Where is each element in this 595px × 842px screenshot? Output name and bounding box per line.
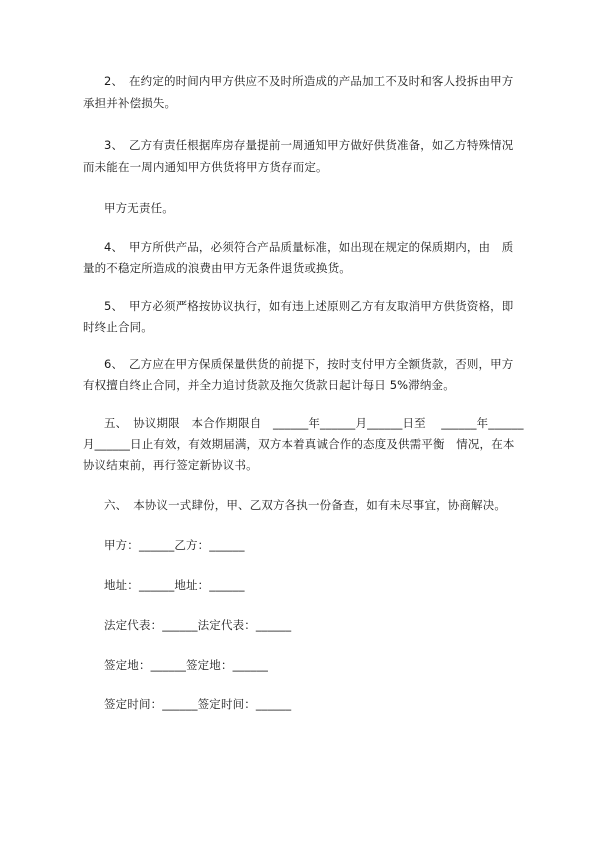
section-6: 六、 本协议一式肆份，甲、乙双方各执一份备查，如有未尽事宜，协商解决。 — [104, 498, 506, 512]
clause-3-line-1: 3、 乙方有责任根据库房存量提前一周通知甲方做好供货准备，如乙方特殊情况 — [104, 138, 514, 152]
clause-5-line-1: 5、 甲方必须严格按协议执行，如有违上述原则乙方有友取消甲方供货资格，即 — [104, 299, 514, 313]
clause-2-line-2: 承担并补偿损失。 — [83, 96, 177, 110]
clause-4-line-2: 量的不稳定所造成的浪费由甲方无条件退货或换货。 — [83, 261, 351, 275]
signature-party: 甲方：______乙方：______ — [104, 538, 245, 552]
clause-6-line-2: 有权擅自终止合同，并全力追讨货款及拖欠货款日起计每日 5%滞纳金。 — [83, 378, 455, 392]
section-5-line-1: 五、 协议期限 本合作期限自 ______年______月______日至 ______年______ — [104, 416, 524, 430]
signature-place: 签定地：______签定地：______ — [104, 658, 268, 672]
clause-6-line-1: 6、 乙方应在甲方保质保量供货的前提下，按时支付甲方全额货款，否则，甲方 — [104, 357, 514, 371]
signature-address: 地址：______地址：______ — [104, 578, 245, 592]
clause-5-line-2: 时终止合同。 — [83, 320, 153, 334]
clause-2-line-1: 2、 在约定的时间内甲方供应不及时所造成的产品加工不及时和客人投拆由甲方 — [104, 74, 514, 88]
signature-time: 签定时间：______签定时间：______ — [104, 697, 292, 711]
section-5-line-2: 月______日止有效，有效期届满，双方本着真诚合作的态度及供需平衡 情况，在本 — [83, 437, 515, 451]
section-5-line-3: 协议结束前，再行签定新协议书。 — [83, 458, 258, 472]
clause-3-line-2: 而未能在一周内通知甲方供货将甲方货存而定。 — [83, 160, 328, 174]
clause-4-line-1: 4、 甲方所供产品，必须符合产品质量标准，如出现在规定的保质期内，由 质 — [104, 240, 514, 254]
clause-3-note: 甲方无责任。 — [104, 201, 174, 215]
signature-representative: 法定代表：______法定代表：______ — [104, 618, 292, 632]
